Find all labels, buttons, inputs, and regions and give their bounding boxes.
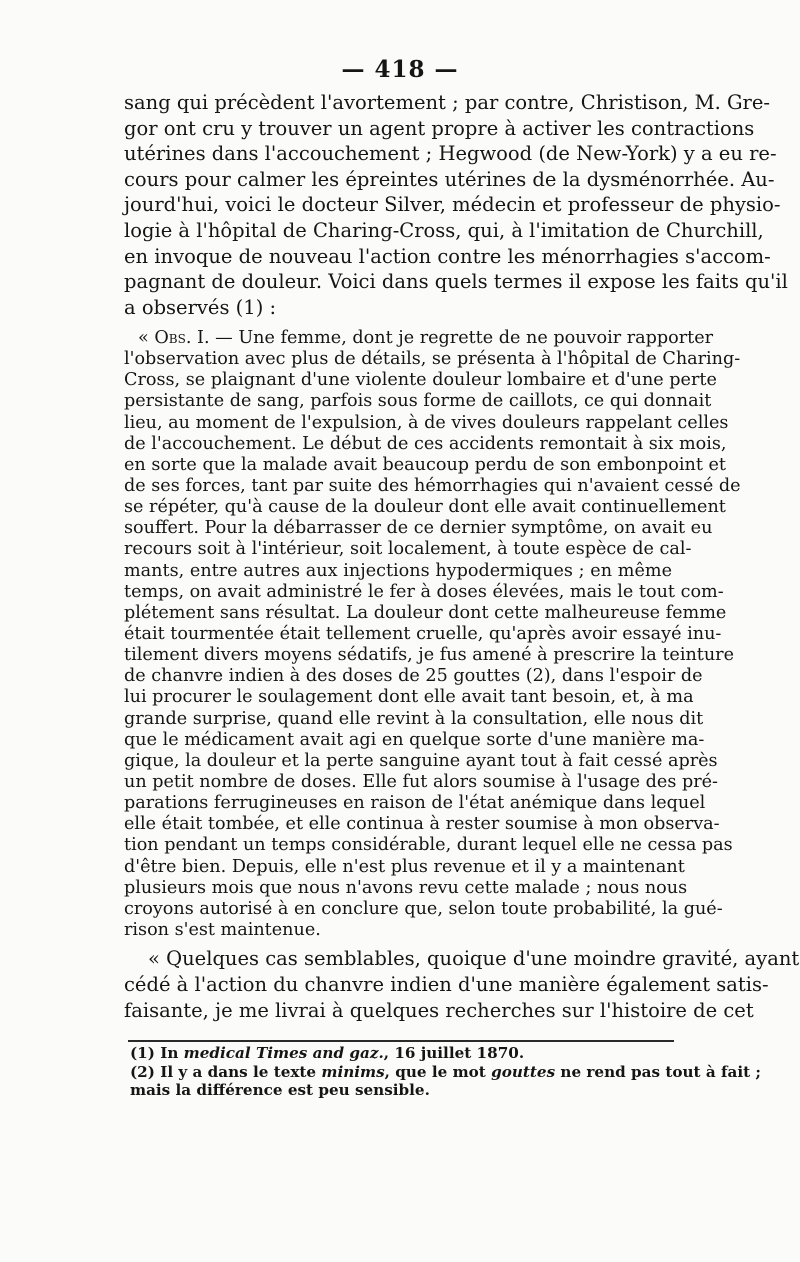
footnote-2 xyxy=(130,1062,762,1082)
text-line: temps, on avait administré le fer à doses élevées, mais le tout com- xyxy=(124,581,724,602)
text-line: tilement divers moyens sédatifs, je fus amené à prescrire la teinture xyxy=(124,645,735,666)
text-line: de chanvre indien à des doses de 25 gouttes (2), dans l'espoir de xyxy=(124,666,703,687)
footnote-2-text: ne rend pas tout à fait ; xyxy=(555,1062,762,1081)
text-line: était tourmentée était tellement cruelle, qu'après avoir essayé inu- xyxy=(124,623,722,644)
text-line: gique, la douleur et la perte sanguine ayant tout à fait cessé après xyxy=(124,750,718,771)
text-line: croyons autorisé à en conclure que, selon toute probabilité, la gué- xyxy=(124,898,723,919)
text-line: plusieurs mois que nous n'avons revu cette malade ; nous nous xyxy=(124,877,688,898)
text-line: l'observation avec plus de détails, se présenta à l'hôpital de Charing- xyxy=(124,349,741,370)
text-line: pagnant de douleur. Voici dans quels termes il expose les faits qu'il xyxy=(124,270,788,294)
text-line: a observés (1) : xyxy=(124,295,277,319)
text-line: mants, entre autres aux injections hypodermiques ; en même xyxy=(124,560,672,581)
text-line: de ses forces, tant par suite des hémorrhagies qui n'avaient cessé de xyxy=(124,475,741,496)
text-line: logie à l'hôpital de Charing-Cross, qui, à l'imitation de Churchill, xyxy=(124,218,764,242)
text-line: jourd'hui, voici le docteur Silver, médecin et professeur de physio- xyxy=(124,193,781,217)
text-line: Cross, se plaignant d'une violente douleur lombaire et d'une perte xyxy=(124,370,717,391)
text-line: faisante, je me livrai à quelques recherches sur l'histoire de cet xyxy=(124,999,754,1023)
footnote-2-term: gouttes xyxy=(491,1062,556,1081)
text-line: elle était tombée, et elle continua à rester soumise à mon observa- xyxy=(124,814,720,835)
text-line: gor ont cru y trouver un agent propre à activer les contractions xyxy=(124,116,755,140)
open-quote: « xyxy=(138,328,155,348)
observation-first-line xyxy=(124,328,714,349)
text-line: souffert. Pour la débarrasser de ce dernier symptôme, on avait eu xyxy=(124,518,713,539)
text-line: plétement sans résultat. La douleur dont cette malheureuse femme xyxy=(124,602,727,623)
footnote-1 xyxy=(130,1044,675,1063)
text-line: en invoque de nouveau l'action contre les ménorrhagies s'accom- xyxy=(124,244,771,268)
text-line: cédé à l'action du chanvre indien d'une manière également satis- xyxy=(124,973,769,997)
intro-paragraph xyxy=(124,90,788,320)
text-line: d'être bien. Depuis, elle n'est plus revenue et il y a maintenant xyxy=(124,856,685,877)
footnote-divider xyxy=(128,1040,674,1042)
text-line: un petit nombre de doses. Elle fut alors soumise à l'usage des pré- xyxy=(124,771,718,792)
footnote-2-text: (2) Il y a dans le texte xyxy=(130,1062,322,1081)
footnote-1-marker: (1) In xyxy=(130,1044,184,1062)
text-line: parations ferrugineuses en raison de l'état anémique dans lequel xyxy=(124,793,706,814)
observation-first-text: — Une femme, dont je regrette de ne pouvoir rapporter xyxy=(209,328,714,348)
text-line: en sorte que la malade avait beaucoup perdu de son embonpoint et xyxy=(124,454,726,475)
next-paragraph xyxy=(124,946,800,1025)
footnote-1-date: , 16 juillet 1870. xyxy=(383,1044,525,1062)
text-line: se répéter, qu'à cause de la douleur dont elle avait continuellement xyxy=(124,497,726,518)
text-line: lui procurer le soulagement dont elle avait tant besoin, et, à ma xyxy=(124,687,694,708)
text-line: « Quelques cas semblables, quoique d'une moindre gravité, ayant xyxy=(148,947,800,970)
footnotes xyxy=(130,1044,762,1100)
text-line: utérines dans l'accouchement ; Hegwood (de New-York) y a eu re- xyxy=(124,142,777,166)
text-line: cours pour calmer les épreintes utérines de la dysménorrhée. Au- xyxy=(124,167,775,191)
observation-label: Obs. I. xyxy=(154,328,210,348)
footnote-2-continuation: mais la différence est peu sensible. xyxy=(130,1081,430,1099)
page-number: — 418 — xyxy=(341,56,459,83)
text-line: lieu, au moment de l'expulsion, à de vives douleurs rappelant celles xyxy=(124,412,729,433)
footnote-1-source: medical Times and gaz. xyxy=(183,1044,384,1062)
text-line: sang qui précèdent l'avortement ; par contre, Christison, M. Gre- xyxy=(124,91,770,114)
text-line: que le médicament avait agi en quelque sorte d'une manière ma- xyxy=(124,729,705,750)
text-line: rison s'est maintenue. xyxy=(124,919,321,940)
text-line: de l'accouchement. Le début de ces accidents remontait à six mois, xyxy=(124,433,727,454)
footnote-2-term: minims xyxy=(321,1062,385,1081)
text-line: recours soit à l'intérieur, soit localement, à toute espèce de cal- xyxy=(124,539,692,560)
footnote-2-text: , que le mot xyxy=(384,1062,492,1081)
observation-quote xyxy=(124,328,741,941)
text-line: tion pendant un temps considérable, durant lequel elle ne cessa pas xyxy=(124,835,733,856)
text-line: grande surprise, quand elle revint à la consultation, elle nous dit xyxy=(124,708,704,729)
text-line: persistante de sang, parfois sous forme de caillots, ce qui donnait xyxy=(124,391,712,412)
